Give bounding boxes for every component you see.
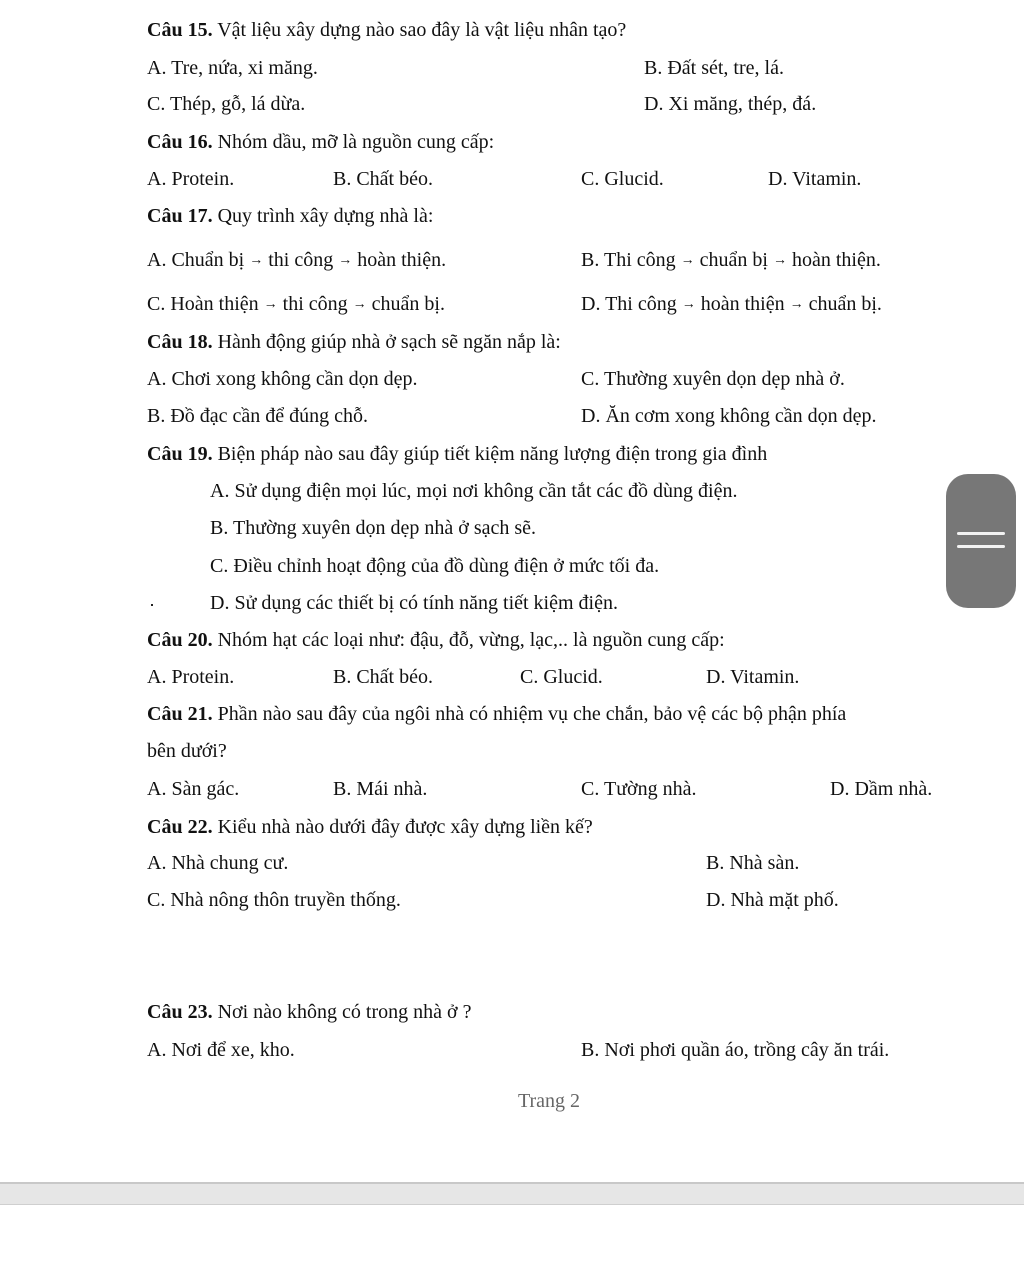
q17-option-a: A. Chuẩn bị → thi công → hoàn thiện. (147, 249, 447, 271)
q22-option-b: B. Nhà sàn. (706, 852, 800, 874)
q23-option-a: A. Nơi để xe, kho. (147, 1039, 295, 1061)
q23-option-b: B. Nơi phơi quần áo, trồng cây ăn trái. (581, 1039, 890, 1061)
grip-line-icon (957, 532, 1005, 535)
question-17: Câu 17. Quy trình xây dựng nhà là: (147, 205, 434, 227)
page-number: Trang 2 (518, 1090, 581, 1112)
q20-option-a: A. Protein. (147, 666, 235, 688)
arrow-icon: → (249, 253, 264, 268)
question-18: Câu 18. Hành động giúp nhà ở sạch sẽ ngăn nắp là: (147, 331, 561, 353)
scroll-handle[interactable] (946, 474, 1016, 608)
q18-option-b: B. Đồ đạc cần để đúng chỗ. (147, 405, 369, 427)
q15-option-a: A. Tre, nứa, xi măng. (147, 57, 318, 79)
q21-option-b: B. Mái nhà. (333, 778, 428, 800)
question-22: Câu 22. Kiểu nhà nào dưới đây được xây dựng liền kế? (147, 816, 593, 838)
q20-option-c: C. Glucid. (520, 666, 603, 688)
question-21-continued: bên dưới? (147, 740, 227, 762)
q16-option-a: A. Protein. (147, 168, 235, 190)
stray-dot (151, 604, 153, 606)
q21-option-a: A. Sàn gác. (147, 778, 240, 800)
q15-option-b: B. Đất sét, tre, lá. (644, 57, 784, 79)
arrow-icon: → (772, 253, 787, 268)
arrow-icon: → (352, 297, 367, 312)
q20-option-b: B. Chất béo. (333, 666, 433, 688)
q21-option-d: D. Dầm nhà. (830, 778, 933, 800)
arrow-icon: → (681, 297, 696, 312)
q16-option-c: C. Glucid. (581, 168, 664, 190)
arrow-icon: → (789, 297, 804, 312)
arrow-icon: → (263, 297, 278, 312)
q18-option-a: A. Chơi xong không cần dọn dẹp. (147, 368, 418, 390)
q22-option-a: A. Nhà chung cư. (147, 852, 289, 874)
arrow-icon: → (680, 253, 695, 268)
question-20: Câu 20. Nhóm hạt các loại như: đậu, đỗ, vừng, lạc,.. là nguồn cung cấp: (147, 629, 725, 651)
q15-option-d: D. Xi măng, thép, đá. (644, 93, 817, 115)
q21-option-c: C. Tường nhà. (581, 778, 697, 800)
question-19: Câu 19. Biện pháp nào sau đây giúp tiết kiệm năng lượng điện trong gia đình (147, 443, 768, 465)
q15-option-c: C. Thép, gỗ, lá dừa. (147, 93, 306, 115)
q17-option-b: B. Thi công → chuẩn bị → hoàn thiện. (581, 249, 881, 271)
q20-option-d: D. Vitamin. (706, 666, 800, 688)
q19-option-b: B. Thường xuyên dọn dẹp nhà ở sạch sẽ. (210, 517, 537, 539)
q22-option-d: D. Nhà mặt phố. (706, 889, 839, 911)
q18-option-c: C. Thường xuyên dọn dẹp nhà ở. (581, 368, 845, 390)
q19-option-d: D. Sử dụng các thiết bị có tính năng tiết kiệm điện. (210, 592, 618, 614)
arrow-icon: → (338, 253, 353, 268)
q16-option-d: D. Vitamin. (768, 168, 862, 190)
q19-option-a: A. Sử dụng điện mọi lúc, mọi nơi không cần tắt các đồ dùng điện. (210, 480, 738, 502)
question-16: Câu 16. Nhóm dầu, mỡ là nguồn cung cấp: (147, 131, 495, 153)
question-15: Câu 15. Vật liệu xây dựng nào sao đây là vật liệu nhân tạo? (147, 19, 627, 41)
question-21: Câu 21. Phần nào sau đây của ngôi nhà có nhiệm vụ che chắn, bảo vệ các bộ phận phía (147, 703, 847, 725)
q16-option-b: B. Chất béo. (333, 168, 433, 190)
q17-option-d: D. Thi công → hoàn thiện → chuẩn bị. (581, 293, 882, 315)
grip-line-icon (957, 545, 1005, 548)
q22-option-c: C. Nhà nông thôn truyền thống. (147, 889, 401, 911)
question-23: Câu 23. Nơi nào không có trong nhà ở ? (147, 1001, 472, 1023)
q17-option-c: C. Hoàn thiện → thi công → chuẩn bị. (147, 293, 445, 315)
q18-option-d: D. Ăn cơm xong không cần dọn dẹp. (581, 405, 877, 427)
q19-option-c: C. Điều chỉnh hoạt động của đồ dùng điện ở mức tối đa. (210, 555, 660, 577)
next-page (0, 1204, 1024, 1281)
